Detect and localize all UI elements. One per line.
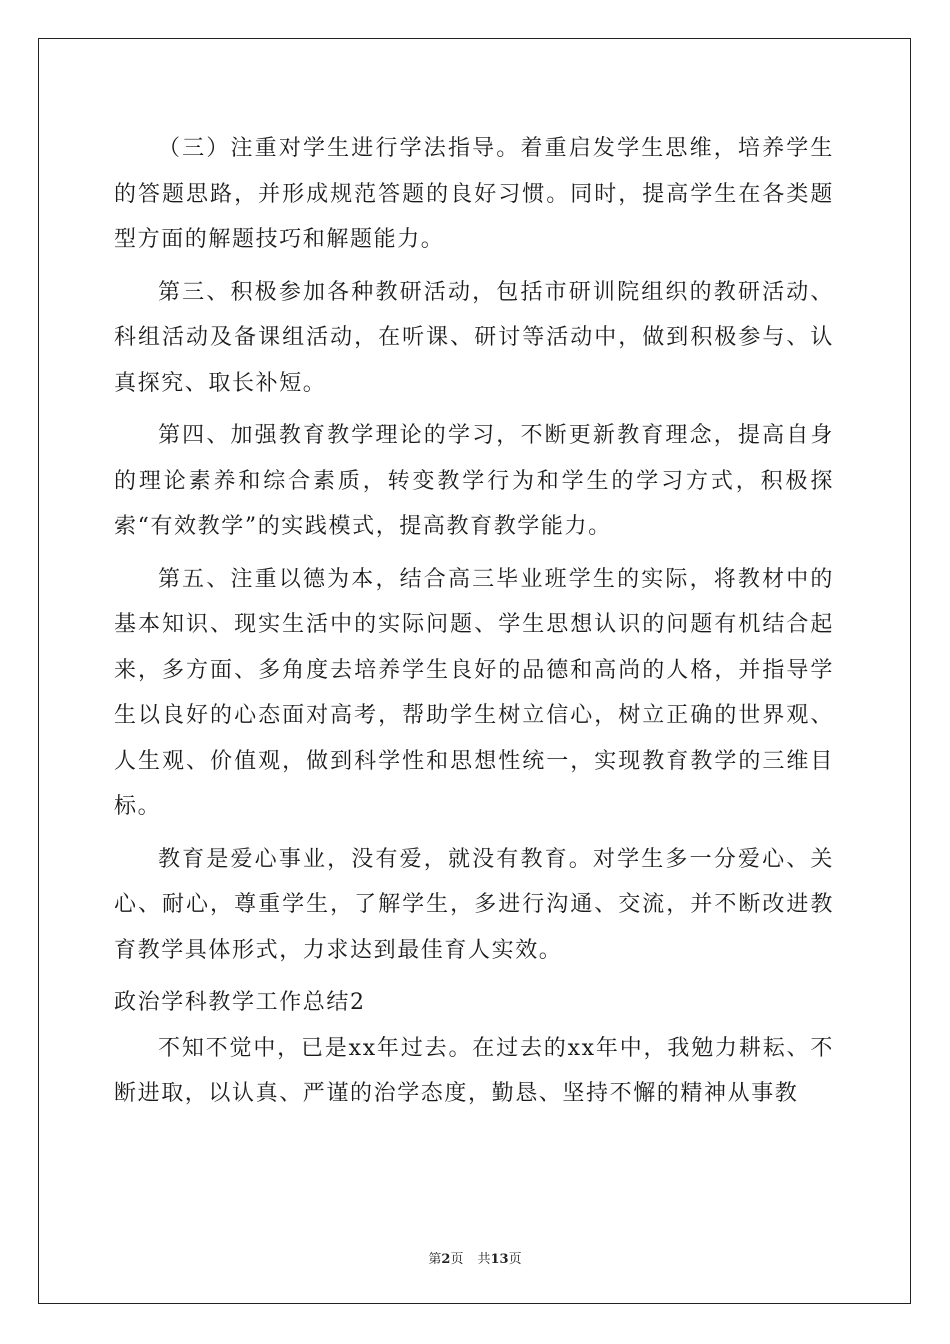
paragraph-2: 第三、积极参加各种教研活动，包括市研训院组织的教研活动、科组活动及备课组活动，在听课、研讨等活动中，做到积极参与、认真探究、取长补短。: [114, 279, 834, 396]
total-pages: 13: [490, 1252, 509, 1267]
total-prefix: 共: [477, 1252, 491, 1267]
paragraph-1: （三）注重对学生进行学法指导。着重启发学生思维，培养学生的答题思路，并形成规范答题的良好习惯。同时，提高学生在各类题型方面的解题技巧和解题能力。: [114, 136, 834, 252]
total-suffix: 页: [508, 1252, 522, 1267]
paragraph-5: 教育是爱心事业，没有爱，就没有教育。对学生多一分爱心、关心、耐心，尊重学生，了解学生，多进行沟通、交流，并不断改进教育教学具体形式，力求达到最佳育人实效。: [114, 846, 834, 963]
section-paragraph-1: 不知不觉中，已是xx年过去。在过去的xx年中，我勉力耕耘、不断进取，以认真、严谨的治学态度，勤恳、坚持不懈的精神从事教: [114, 1035, 834, 1106]
page-suffix: 页: [450, 1252, 464, 1267]
paragraph-3: 第四、加强教育教学理论的学习，不断更新教育理念，提高自身的理论素养和综合素质，转变教学行为和学生的学习方式，积极探索“有效教学”的实践模式，提高教育教学能力。: [114, 423, 834, 539]
document-body: [114, 126, 834, 1124]
section-heading: 政治学科教学工作总结2: [114, 990, 366, 1015]
page-footer: [0, 1248, 950, 1267]
page-number: 2: [441, 1252, 451, 1267]
paragraph-4: 第五、注重以德为本，结合高三毕业班学生的实际，将教材中的基本知识、现实生活中的实际问题、学生思想认识的问题有机结合起来，多方面、多角度去培养学生良好的品德和高尚的人格，并指导学生以良好的心态面对高考，帮助学生树立信心，树立正确的世界观、人生观、价值观，做到科学性和思想性统一，实现教育教学的三维目标。: [114, 566, 834, 819]
page-prefix: 第: [428, 1252, 442, 1267]
